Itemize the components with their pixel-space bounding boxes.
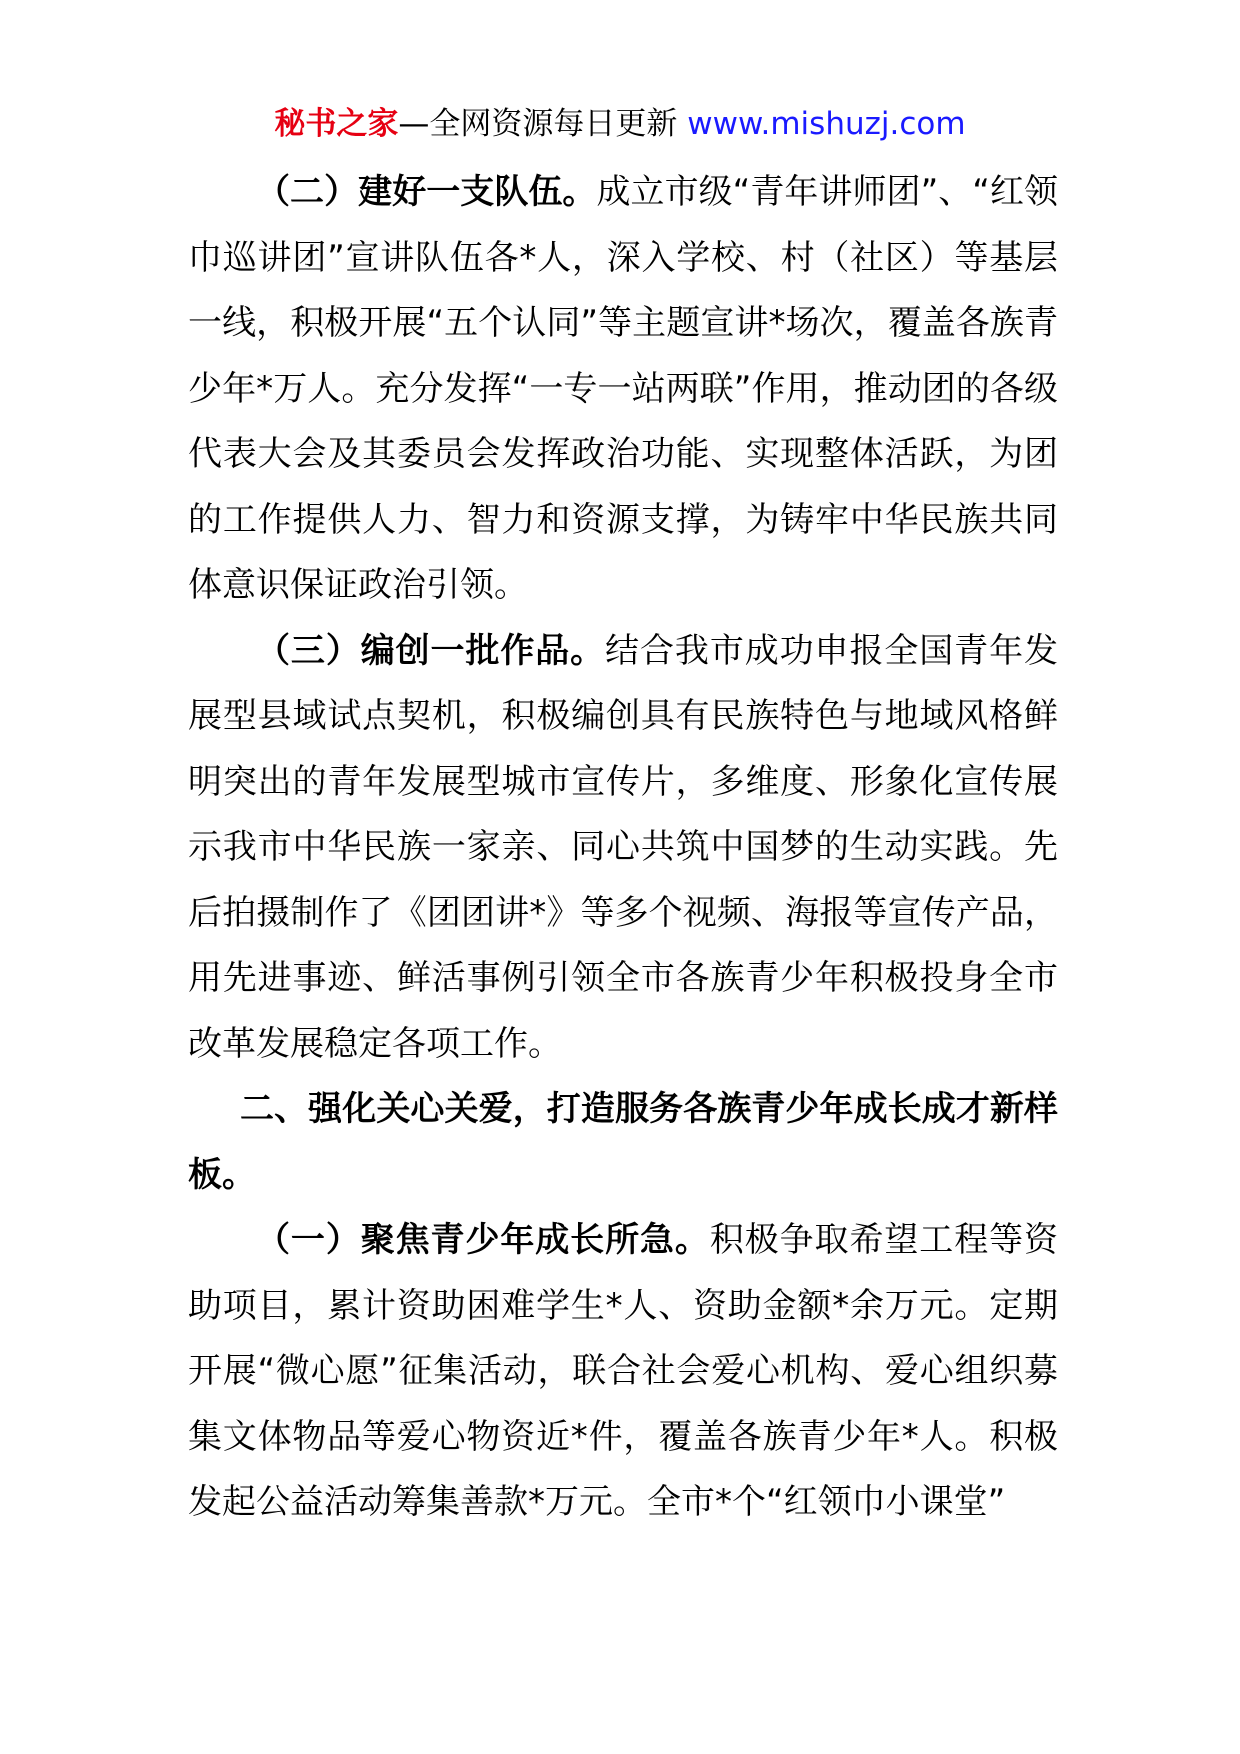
paragraph-heading: （三）编创一批作品。 [256,630,606,671]
paragraph-text: 成立市级“青年讲师团”、“红领巾巡讲团”宣讲队伍各*人，深入学校、村（社区）等基层一线，积极开展“五个认同”等主题宣讲*场次，覆盖各族青少年*万人。充分发挥“一专一站两联”作用，推动团的各级代表大会及其委员会发挥政治功能、实现整体活跃，为团的工作提供人力、智力和资源支撑，为铸牢中华民族共同体意识保证政治引领。 [188,172,1059,605]
section-title: 二、强化关心关爱，打造服务各族青少年成长成才新样板。 [188,1089,1058,1195]
paragraph-youth-growth [188,1208,1058,1536]
paragraph-text: 积极争取希望工程等资助项目，累计资助困难学生*人、资助金额*余万元。定期开展“微心愿”征集活动，联合社会爱心机构、爱心组织募集文体物品等爱心物资近*件，覆盖各族青少年*人。积极发起公益活动筹集善款*万元。全市*个“红领巾小课堂” [188,1220,1059,1522]
brand-name: 秘书之家 [274,106,399,142]
paragraph-heading: （二）建好一支队伍。 [256,172,597,212]
brand-slogan: —全网资源每日更新 [398,106,678,142]
site-watermark-header [0,100,1240,148]
paragraph-heading: （一）聚焦青少年成长所急。 [256,1220,710,1260]
paragraph-text: 结合我市成功申报全国青年发展型县域试点契机，积极编创具有民族特色与地域风格鲜明突出的青年发展型城市宣传片，多维度、形象化宣传展示我市中华民族一家亲、同心共筑中国梦的生动实践。先后拍摄制作了《团团讲*》等多个视频、海报等宣传产品，用先进事迹、鲜活事例引领全市各族青少年积极投身全市改革发展稳定各项工作。 [188,630,1059,1064]
paragraph-team-building [188,160,1058,619]
site-url: www.mishuzj.com [687,106,966,142]
paragraph-works-creation [188,619,1058,1078]
document-body [188,160,1058,1536]
